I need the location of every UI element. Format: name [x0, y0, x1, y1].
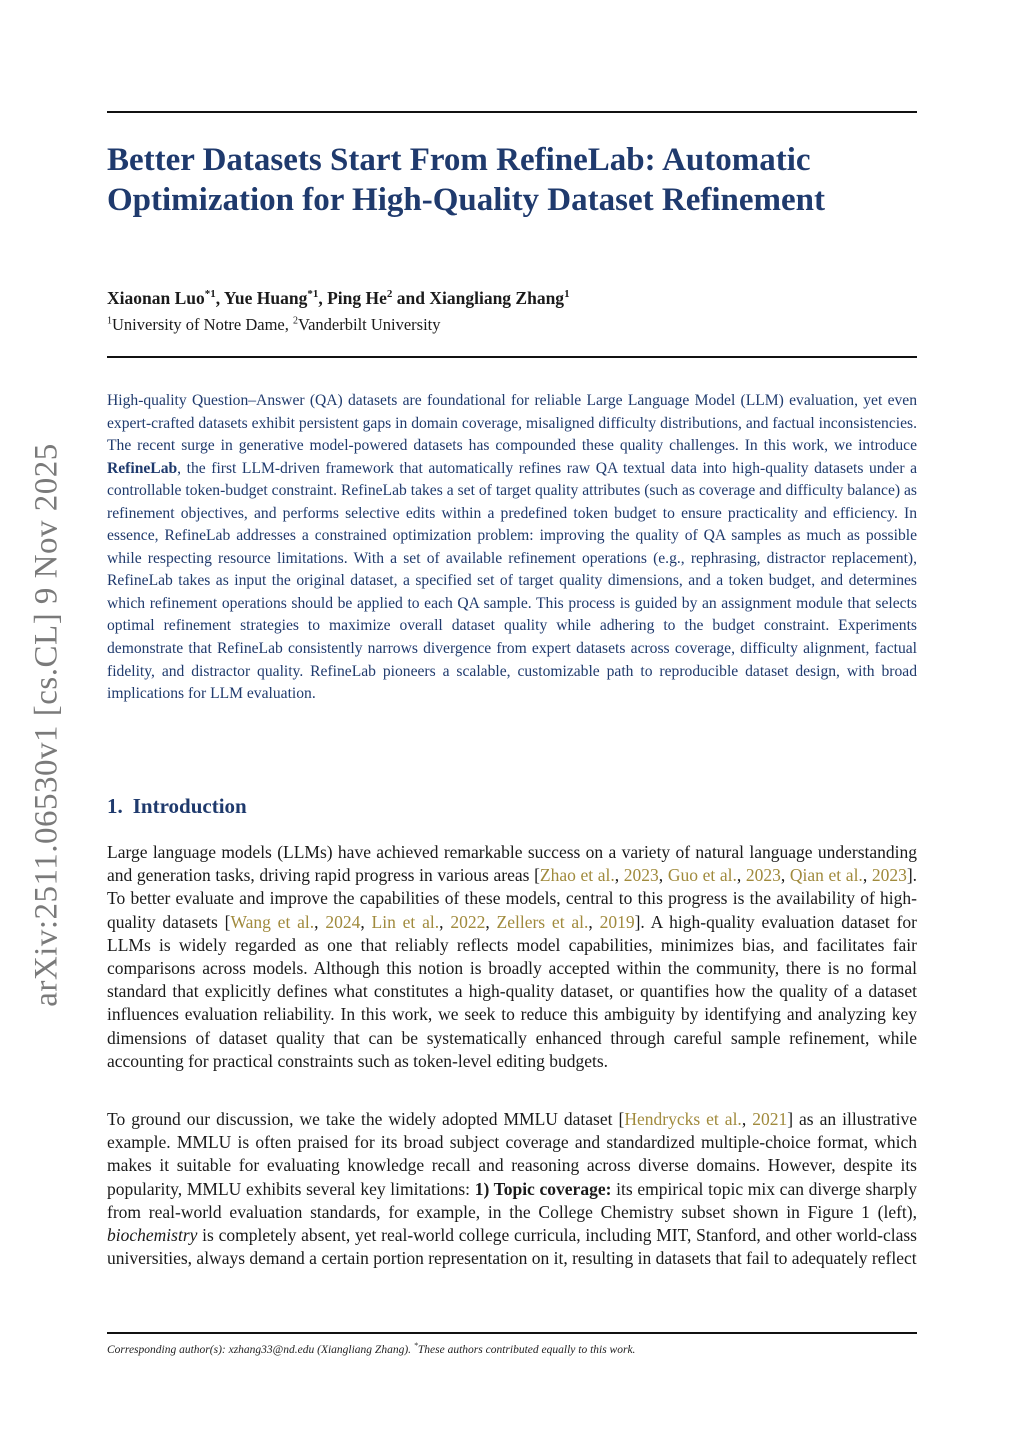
author-list [107, 288, 917, 309]
citation-link[interactable]: Wang et al. [230, 911, 315, 932]
body-text: is completely absent, yet real-world college curricula, including MIT, Stanford, and other world-class universities, always demand a certain portion representation on it, resulting in datasets that fail to adequately reflect [107, 1225, 917, 1269]
citation-link[interactable]: 2023 [623, 865, 659, 886]
affiliations: $^1$University of Notre Dame, $^2$Vanderbilt University [107, 315, 441, 334]
author-separator: , [215, 288, 224, 308]
citation-link[interactable]: Zhao et al. [539, 865, 615, 886]
body-text: Large language models (LLMs) have achieved remarkable success on a variety of natural language understanding and generation tasks, driving rapid progress in various areas [ [107, 842, 917, 886]
citation-link[interactable]: 2022 [450, 911, 486, 932]
author-mark: 2 [386, 288, 393, 301]
body-text: , [439, 911, 451, 932]
affiliation-name: Vanderbilt University [298, 315, 441, 334]
body-text: , [736, 865, 746, 886]
author-separator: , [318, 288, 328, 308]
citation-link[interactable]: 2024 [325, 911, 361, 932]
author-name: Ping He [327, 288, 387, 308]
body-text: ]. A high-quality evaluation dataset for LLMs is widely regarded as one that reliably reflects model capabilities, minimizes bias, and facilitates fair comparisons across models. Although this notion is broadly accepted within the community, there is no formal standard that explicitly defines what constitutes a high-quality dataset, or quantifies how the quality of a dataset influences evaluation reliability. In this work, we seek to reduce this ambiguity by identifying and analyzing key dimensions of dataset quality that can be systematically enhanced through careful sample refinement, while accounting for practical constraints such as token-level editing budgets. [107, 911, 918, 1071]
bold-label: 1) Topic coverage: [474, 1178, 612, 1199]
affiliation-mark: 2 [293, 315, 298, 327]
affiliation-mark: 1 [107, 315, 112, 327]
abstract [107, 390, 917, 706]
arxiv-side-label: arXiv:2511.06530v1 [cs.CL] 9 Nov 2025 [28, 443, 65, 1007]
footnote-mark: * [413, 1341, 418, 1350]
section-number: 1. [107, 794, 123, 818]
citation-link[interactable]: 2019 [599, 911, 635, 932]
body-text: , [588, 911, 600, 932]
footnote [107, 1341, 917, 1356]
citation-link[interactable]: Guo et al. [667, 865, 737, 886]
citation-link[interactable]: 2023 [745, 865, 781, 886]
citation-link[interactable]: Lin et al. [371, 911, 440, 932]
italic-term: biochemistry [107, 1225, 198, 1246]
affiliation-name: University of Notre Dame [112, 315, 285, 334]
body-text: , [485, 911, 497, 932]
body-text: , [658, 865, 668, 886]
body-text: , [614, 865, 624, 886]
citation-link[interactable]: Zellers et al. [496, 911, 589, 932]
abstract-text: High-quality Question–Answer (QA) datasets are foundational for reliable Large Language Model (LLM) evaluation, yet even expert-crafted datasets exhibit persistent gaps in domain coverage, misaligned difficulty distributions, and factual inconsistencies. The recent surge in generative model-powered datasets has compounded these quality challenges. In this work, we introduce [107, 392, 917, 455]
figure-reference-link[interactable]: 1 [861, 1201, 870, 1222]
section-title: Introduction [132, 794, 247, 818]
body-text: its empirical topic mix can diverge sharply from real-world evaluation standards, for example, in the College Chemistry subset shown in Figure [107, 1178, 918, 1222]
intro-paragraph-1 [107, 841, 917, 1073]
citation-link[interactable]: 2021 [752, 1109, 788, 1129]
author-name: Xiangliang Zhang [429, 288, 565, 308]
body-text: , [741, 1109, 753, 1129]
body-text: , [780, 865, 790, 886]
author-name: Yue Huang [223, 288, 308, 308]
intro-paragraph-2 [107, 1108, 917, 1270]
citation-link[interactable]: Qian et al. [789, 865, 863, 886]
author-mark: *1 [204, 288, 216, 301]
author-mark: 1 [564, 288, 570, 301]
author-conjunction: and [392, 288, 430, 308]
body-text: , [862, 865, 872, 886]
citation-link[interactable]: 2023 [871, 865, 907, 886]
author-mark: *1 [307, 288, 319, 301]
top-rule [107, 111, 917, 113]
citation-link[interactable]: Hendrycks et al. [624, 1109, 742, 1129]
author-name: Xiaonan Luo [107, 288, 205, 308]
footnote-rule [107, 1332, 917, 1334]
body-text: , [314, 911, 326, 932]
footnote-text: Corresponding author(s): xzhang33@nd.edu (Xiangliang Zhang). [107, 1343, 414, 1356]
section-heading [107, 794, 247, 819]
abstract-framework-name: RefineLab [107, 459, 178, 477]
body-text: (left), [869, 1201, 917, 1222]
header-rule [107, 356, 917, 358]
body-text: , [360, 911, 372, 932]
body-text: ]. To better evaluate and improve the capabilities of these models, central to this progress is the availability of high-quality datasets [ [107, 865, 918, 932]
paper-title: Better Datasets Start From RefineLab: Automatic Optimization for High-Quality Dataset Refinement [107, 142, 825, 218]
body-text: ] as an illustrative example. MMLU is often praised for its broad subject coverage and standardized multiple-choice format, which makes it suitable for evaluating knowledge recall and reasoning across diverse domains. However, despite its popularity, MMLU exhibits several key limitations: [107, 1109, 917, 1199]
footnote-text: These authors contributed equally to this work. [417, 1343, 636, 1356]
abstract-text: , the first LLM-driven framework that automatically refines raw QA textual data into high-quality datasets under a controllable token-budget constraint. RefineLab takes a set of target quality attributes (such as coverage and difficulty balance) as refinement objectives, and performs selective edits within a predefined token budget to ensure practicality and efficiency. In essence, RefineLab addresses a constrained optimization problem: improving the quality of QA samples as much as possible while respecting resource limitations. With a set of available refinement operations (e.g., rephrasing, distractor replacement), RefineLab takes as input the original dataset, a specified set of target quality dimensions, and a token budget, and determines which refinement operations should be applied to each QA sample. This process is guided by an assignment module that selects optimal refinement strategies to maximize overall dataset quality while adhering to the budget constraint. Experiments demonstrate that RefineLab consistently narrows divergence from expert datasets across coverage, difficulty alignment, factual fidelity, and distractor quality. RefineLab pioneers a scalable, customizable path to reproducible dataset design, with broad implications for LLM evaluation. [107, 459, 917, 703]
body-text: To ground our discussion, we take the widely adopted MMLU dataset [ [107, 1109, 625, 1129]
